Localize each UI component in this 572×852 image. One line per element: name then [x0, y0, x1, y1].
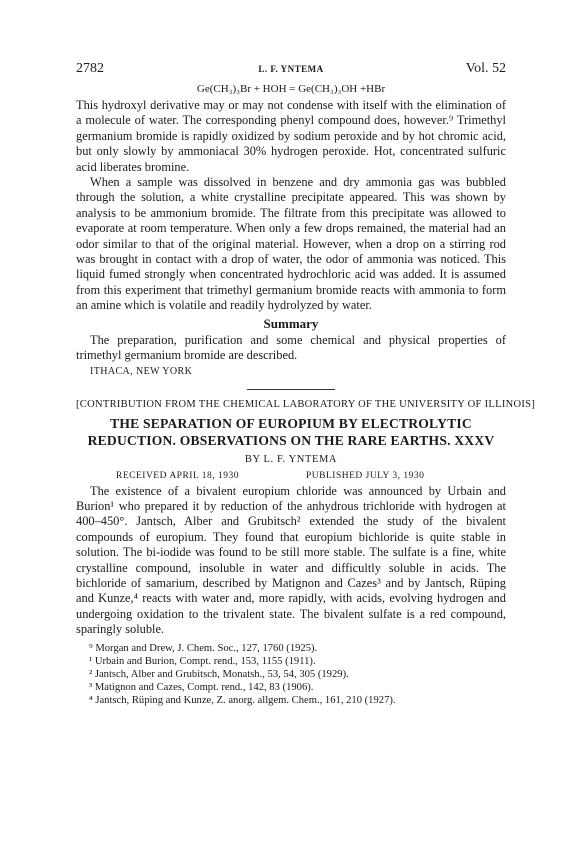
footnote-1: ¹ Urbain and Burion, Compt. rend., 153, 1155 (1911). — [89, 655, 316, 667]
paragraph-hydroxyl: This hydroxyl derivative may or may not condense with itself with the elimination of a molecule of water. The corresponding phenyl compound does, however.⁹ Trimethyl germanium bromide is rapidly oxidized by sodium peroxide and by hot chromic acid, but only slowly by ammoniacal 30% hydrogen peroxide. Hot, concentrated sulfuric acid liberates bromine. — [76, 98, 506, 174]
article-title — [76, 415, 506, 449]
footnote-4: ⁴ Jantsch, Rüping and Kunze, Z. anorg. allgem. Chem., 161, 210 (1927). — [89, 695, 396, 707]
volume-label: Vol. 52 — [465, 61, 506, 76]
running-header — [76, 61, 506, 81]
chemical-equation: Ge(CH₃)₃Br + HOH = Ge(CH₃)₃OH +HBr — [196, 83, 386, 95]
author-location: ITHACA, NEW YORK — [90, 365, 193, 377]
article-title-line-2: REDUCTION. OBSERVATIONS ON THE RARE EARTHS. XXXV — [87, 432, 495, 448]
section-divider — [247, 389, 335, 390]
article-byline: BY L. F. YNTEMA — [244, 453, 338, 465]
contribution-line: [CONTRIBUTION FROM THE CHEMICAL LABORATORY OF THE UNIVERSITY OF ILLINOIS] — [76, 398, 536, 410]
summary-heading: Summary — [263, 315, 319, 331]
page-body — [76, 80, 536, 708]
received-date: RECEIVED APRIL 18, 1930 — [116, 470, 240, 481]
published-date: PUBLISHED JULY 3, 1930 — [306, 470, 425, 481]
article-body: The existence of a bivalent europium chloride was announced by Urbain and Burion¹ who prepared it by reduction of the anhydrous trichloride with hydrogen at 400–450°. Jantsch, Alber and Grubitsch² extended the study of the bivalent compounds of europium. They found that europium bichloride is quite stable in solution. The bi-iodide was found to be still more stable. The sulfate is a fine, white crystalline compound, insoluble in water and difficultly soluble in acids. The bichloride of samarium, described by Matignon and Cazes³ and by Jantsch, Rüping and Kunze,⁴ reacts with water and, more rapidly, with acids, evolving hydrogen and undergoing oxidation to the trivalent state. The bivalent sulfate is a red compound, sparingly soluble. — [76, 483, 506, 637]
footnote-9: ⁹ Morgan and Drew, J. Chem. Soc., 127, 1760 (1925). — [89, 642, 318, 654]
footnote-3: ³ Matignon and Cazes, Compt. rend., 142, 83 (1906). — [89, 682, 314, 694]
footnotes — [76, 642, 506, 708]
footnote-2: ² Jantsch, Alber and Grubitsch, Monatsh., 53, 54, 305 (1929). — [89, 668, 349, 680]
summary-text: The preparation, purification and some chemical and physical properties of trimethyl germanium bromide are described. — [76, 332, 506, 363]
running-author: L. F. YNTEMA — [258, 64, 324, 74]
article-dates — [76, 468, 506, 484]
article-title-line-1: THE SEPARATION OF EUROPIUM BY ELECTROLYTIC — [110, 415, 472, 431]
paragraph-ammonia: When a sample was dissolved in benzene and dry ammonia gas was bubbled through the solution, a white crystalline precipitate appeared. This was shown by analysis to be ammonium bromide. The filtrate from this precipitate was allowed to evaporate at room temperature. When only a few drops remained, the material had an odor similar to that of the original material. However, when a drop on a stirring rod was brought in contact with a drop of water, the odor of ammonia was noticed. This liquid fumed strongly when concentrated hydrochloric acid was added. It is assumed from this experiment that trimethyl germanium bromide reacts with ammonia to form an amine which is volatile and readily hydrolyzed by water. — [76, 175, 506, 313]
page-number: 2782 — [76, 61, 104, 76]
